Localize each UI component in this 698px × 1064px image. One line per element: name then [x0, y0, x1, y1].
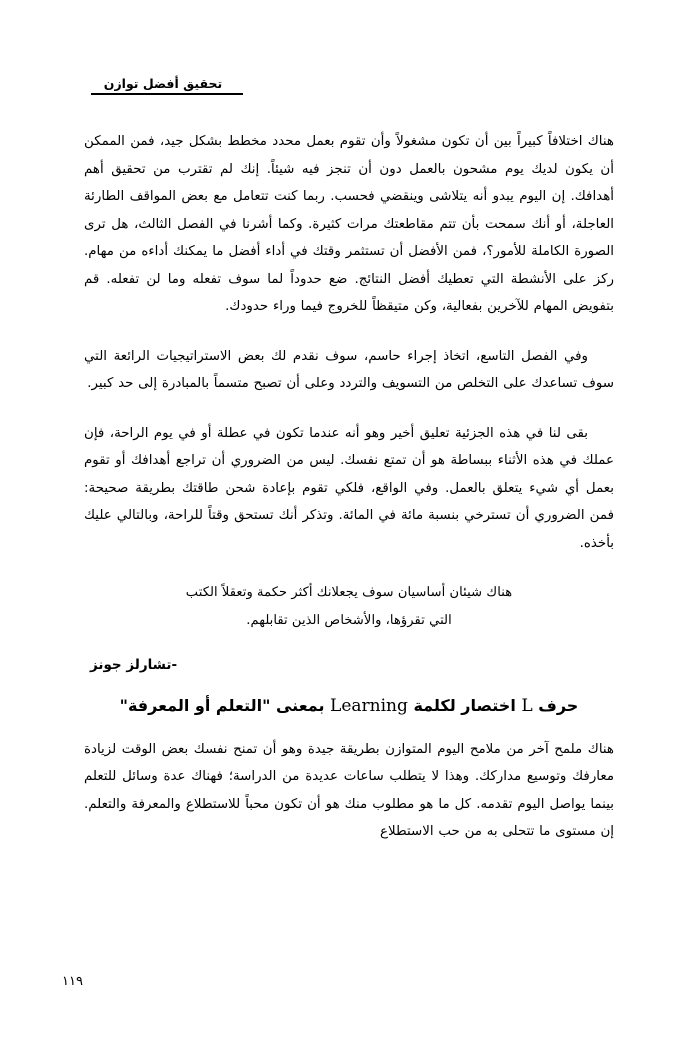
running-head-divider — [91, 93, 243, 95]
section-heading-letter: L — [521, 696, 533, 716]
body-paragraph-1: هناك اختلافاً كبيراً بين أن تكون مشغولاً وأن تقوم بعمل محدد مخطط بشكل جيد، فمن الممكن أن يكون لديك يوم مشحون بالعمل دون أن تنجز فيه شيئاً. إنك لم تقترب من تحقيق أهم أهدافك. إن اليوم يبدو أنه يتلاشى وينقضي فحسب. ربما كنت تتعامل مع بعض المواقف الطارئة العاجلة، أو أنك سمحت بأن تتم مقاطعتك مرات كثيرة. وكما أشرنا في الفصل الثالث، هل ترى الصورة الكاملة للأمور؟، فمن الأفضل أن تستثمر وقتك في أداء أفضل ما يمكنك أداءه من مهام. ركز على الأنشطة التي تعطيك أفضل النتائج. ضع حدوداً لما سوف تفعله وما لن تفعله. قم بتفويض المهام للآخرين بفعالية، وكن متيقظاً للخروج فيما وراء حدودك. — [84, 134, 614, 314]
body-paragraph-3: بقى لنا في هذه الجزئية تعليق أخير وهو أنه عندما تكون في عطلة أو في يوم الراحة، فإن عملك في هذه الأثناء ببساطة هو أن تمتع نفسك. ليس من الضروري أن تراجع أهدافك أو تقوم بعمل أي شيء يتعلق بالعمل. وفي الواقع، فلكي تقوم بإعادة شحن طاقتك بطريقة صحيحة: فمن الضروري أن تسترخي بنسبة مائة في المائة. وتذكر أنك تستحق وقتاً للراحة، وبالتالي عليك بأخذه. — [84, 425, 614, 551]
section-heading-prefix: حرف — [538, 696, 579, 715]
body-paragraph-2: وفي الفصل التاسع، اتخاذ إجراء حاسم، سوف نقدم لك بعض الاستراتيجيات الرائعة التي سوف تساعدك على التخلص من التسويف والتردد وعلى أن تصبح متسماً بالمبادرة إلى حد كبير. — [84, 348, 614, 391]
section-paragraph: هناك ملمح آخر من ملامح اليوم المتوازن بطريقة جيدة وهو أن تمنح نفسك بعض الوقت لزيادة معارفك وتوسيع مداركك. وهذا لا يتطلب ساعات عديدة من الدراسة؛ فهناك عدة وسائل للتعلم بينما يواصل اليوم تقدمه. كل ما هو مطلوب منك هو أن تكون محباً للاستطلاع والمعرفة والتعلم. إن مستوى ما تتحلى به من حب الاستطلاع — [84, 741, 614, 840]
running-head — [83, 76, 243, 95]
quote-attribution: -تشارلز جونز — [90, 657, 178, 673]
section-heading-latin-word: Learning — [330, 696, 408, 716]
heading-spacer — [84, 673, 614, 695]
quote-spacer — [84, 635, 614, 657]
pull-quote-line-2: التي تقرؤها، والأشخاص الذين تقابلهم. — [246, 613, 452, 628]
body-text-column — [84, 128, 614, 846]
paragraph-spacer — [84, 557, 614, 579]
pull-quote — [84, 579, 614, 635]
section-body-spacer — [84, 718, 614, 736]
running-head-title: تحقيق أفضل توازن — [103, 76, 223, 91]
section-heading-suffix: بمعنى "التعلم أو المعرفة" — [119, 696, 325, 715]
page-number: ١١٩ — [62, 974, 83, 989]
paragraph-spacer — [84, 398, 614, 420]
paragraph-spacer — [84, 321, 614, 343]
section-heading-middle: اختصار لكلمة — [413, 696, 516, 715]
section-heading — [84, 695, 614, 718]
pull-quote-line-1: هناك شيئان أساسيان سوف يجعلانك أكثر حكمة وتعقلاً الكتب — [185, 585, 513, 600]
